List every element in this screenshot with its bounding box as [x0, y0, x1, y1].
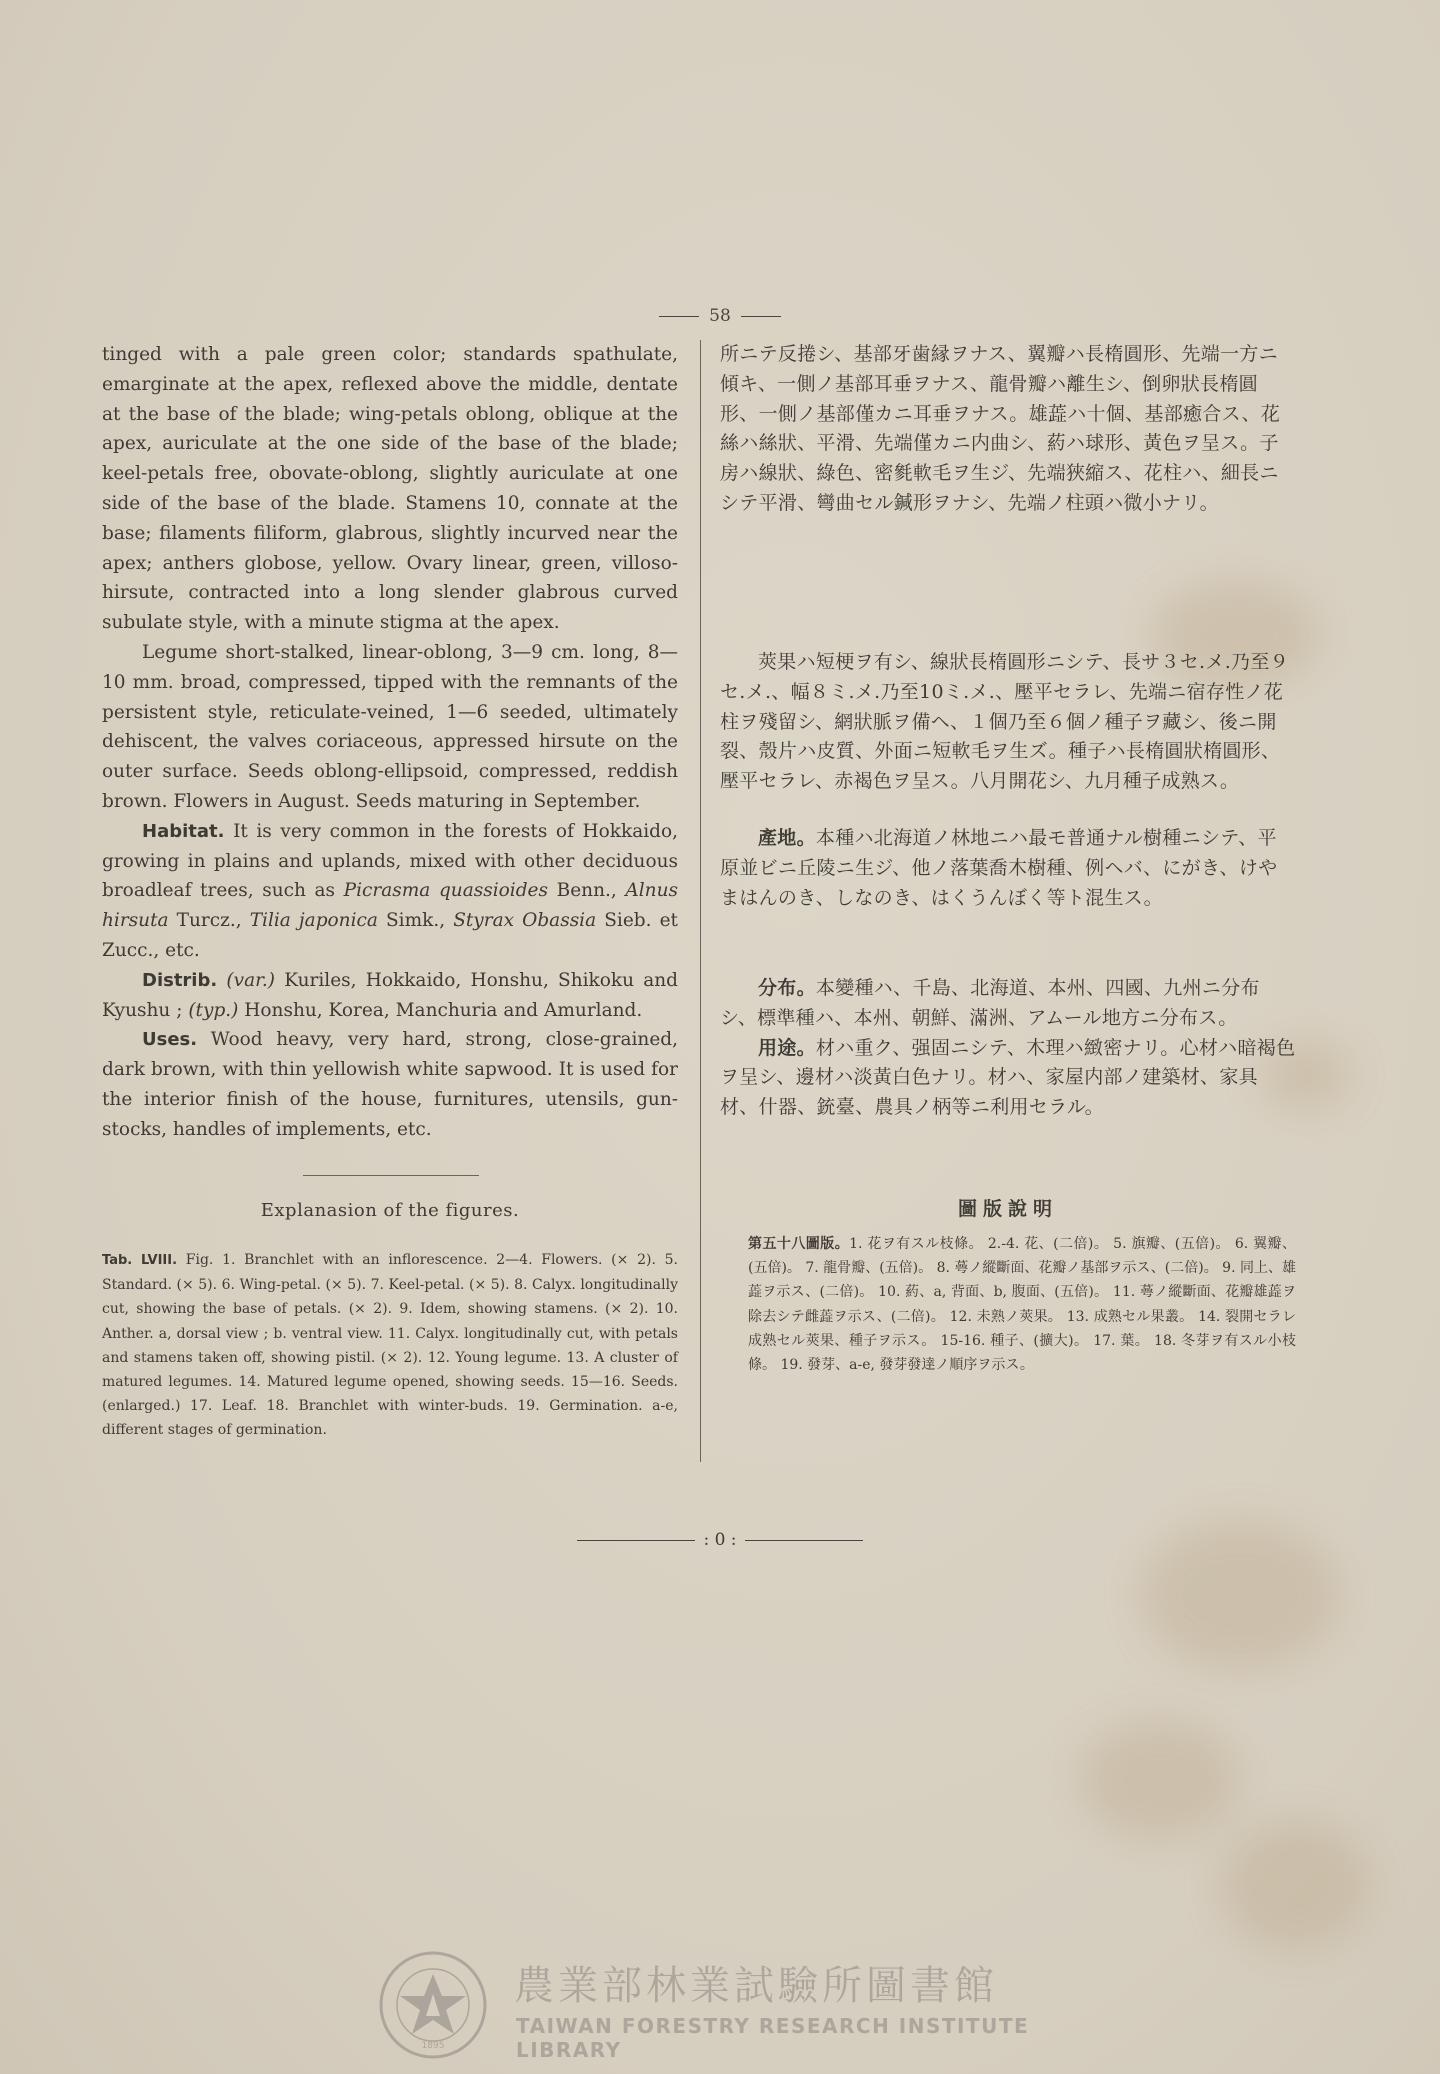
english-distribution: Distrib. (var.) Kuriles, Hokkaido, Honshu, Shikoku and Kyushu ; (typ.) Honshu, Korea, Manchuria and Amurland. [102, 969, 678, 1021]
explanation-title: Explanasion of the figures. [260, 1200, 520, 1221]
plate-label: Tab. LVIII. [102, 1253, 178, 1268]
english-uses: Uses. Wood heavy, very hard, strong, close-grained, dark brown, with thin yellowish white sapwood. It is used for the interior finish of the house, furnitures, utensils, gun-stocks, handles of implements, etc. [102, 1029, 678, 1140]
uses-heading: Uses. [142, 1029, 198, 1051]
habitat-heading-jp: 產地。 [758, 827, 816, 849]
english-habitat: Habitat. It is very common in the forests of Hokkaido, growing in plains and uplands, mixed with other deciduous broadleaf trees, such as Picrasma quassioides Benn., Alnus hirsuta Turcz., Tilia japonica Simk., Styrax Obassia Sieb. et Zucc., etc. [102, 820, 679, 961]
explanation-figures-japanese: 第五十八圖版。1. 花ヲ有スル枝條。 2.-4. 花、(二倍)。 5. 旗瓣、(五倍)。 6. 翼瓣、(五倍)。 7. 龍骨瓣、(五倍)。 8. 蕚ノ縱斷面、花瓣ノ基部ヲ示ス、(二倍)。 9. 同上、雄蕋ヲ示ス、(二倍)。 10. 葯、a, 背面、b, 腹面、(五倍)。 11. 蕚ノ縱斷面、花瓣雄蕋ヲ除去シテ雌蕋ヲ示ス、(二倍)。 12. 未熟ノ莢果。 13. 成熟セル果叢。 14. 裂開セラレ成熟セル莢果、種子ヲ示ス。 15-16. 種子、(擴大)。 17. 葉。 18. 冬芽ヲ有スル小枝條。 19. 發芽、a-e, 發芽發達ノ順序ヲ示ス。 [748, 1236, 1297, 1374]
end-mark: : 0 : [0, 1530, 1440, 1550]
uses-heading-jp: 用途。 [758, 1036, 816, 1059]
english-legume-description: Legume short-stalked, linear-oblong, 3—9 cm. long, 8—10 mm. broad, compressed, tipped with the remnants of the persistent style, reticulate-veined, 1—6 seeded, ultimately dehiscent, the valves coriaceous, appressed hirsute on the outer surface. Seeds oblong-ellipsoid, compressed, reddish brown. Flowers in August. Seeds maturing in September. [102, 641, 678, 812]
explanation-figures-english: Tab. LVIII. Fig. 1. Branchlet with an inflorescence. 2—4. Flowers. (× 2). 5. Standard. (× 5). 6. Wing-petal. (× 5). 7. Keel-petal. (× 5). 8. Calyx. longitudinally cut, showing the base of petals. (× 2). 9. Idem, showing stamens. (× 2). 10. Anther. a, dorsal view ; b. ventral view. 11. Calyx. longitudinally cut, with petals and stamens taken off, showing pistil. (× 2). 12. Young legume. 13. A cluster of matured legumes. 14. Matured legume opened, showing seeds. 15—16. Seeds. (enlarged.) 17. Leaf. 18. Branchlet with winter-buds. 19. Germination. a-e, different stages of germination. [102, 1252, 678, 1439]
paper-stain [1080, 1720, 1240, 1840]
watermark-english-text: TAIWAN FORESTRY RESEARCH INSTITUTE LIBRARY [516, 2014, 1030, 2062]
institute-seal-icon [378, 1950, 488, 2060]
japanese-description-continued: 所ニテ反捲シ、基部牙歯縁ヲナス、翼瓣ハ長楕圓形、先端一方ニ傾キ、一側ノ基部耳垂ヲナス、龍骨瓣ハ離生シ、倒卵狀長楕圓形、一側ノ基部僅カニ耳垂ヲナス。雄蕋ハ十個、基部癒合ス、花絲ハ絲狀、平滑、先端僅カニ内曲シ、葯ハ球形、黃色ヲ呈ス。子房ハ線狀、綠色、密毿軟毛ヲ生ジ、先端狹縮ス、花柱ハ、細長ニシテ平滑、彎曲セル鍼形ヲナシ、先端ノ柱頭ハ微小ナリ。 [720, 343, 1281, 514]
section-rule [303, 1175, 479, 1176]
page-number: 58 [0, 306, 1440, 326]
habitat-heading: Habitat. [142, 820, 225, 842]
explanation-title-jp: 圖版說明 [957, 1198, 1058, 1220]
japanese-distribution: 分布。本變種ハ、千島、北海道、本州、四國、九州ニ分布シ、標準種ハ、本州、朝鮮、滿洲、アムール地方ニ分布ス。 用途。材ハ重ク、强固ニシテ、木理ハ緻密ナリ。心材ハ暗褐色ヲ呈シ、邊材ハ淡黃白色ナリ。材ハ、家屋内部ノ建築材、家具材、什器、銃臺、農具ノ柄等ニ利用セラル。 [720, 977, 1296, 1119]
watermark-chinese-text: 農業部林業試驗所圖書館 [514, 1963, 998, 2009]
distrib-heading: Distrib. [142, 969, 218, 991]
english-description-continued: tinged with a pale green color; standards spathulate, emarginate at the apex, reflexed above the middle, dentate at the base of the blade; wing-petals oblong, oblique at the apex, auriculate at the one side of the base of the blade; keel-petals free, obovate-oblong, slightly auriculate at one side of the base of the blade. Stamens 10, connate at the base; filaments filiform, glabrous, slightly incurved near the apex; anthers globose, yellow. Ovary linear, green, villoso-hirsute, contracted into a long slender glabrous curved subulate style, with a minute stigma at the apex. [102, 344, 678, 634]
paper-stain [1220, 1820, 1370, 1950]
plate-label-jp: 第五十八圖版。 [748, 1236, 850, 1252]
column-divider [700, 340, 701, 1462]
library-watermark [378, 1950, 1078, 2062]
distrib-heading-jp: 分布。 [758, 977, 816, 999]
english-column [102, 340, 678, 1145]
svg-text:1895: 1895 [421, 2041, 445, 2051]
japanese-legume-description: 莢果ハ短梗ヲ有シ、線狀長楕圓形ニシテ、長サ３セ.メ.乃至９セ.メ.、幅８ミ.メ.乃至10ミ.メ.、壓平セラレ、先端ニ宿存性ノ花柱ヲ殘留シ、網狀脈ヲ備ヘ、１個乃至６個ノ種子ヲ藏シ、後ニ開裂、殼片ハ皮質、外面ニ短軟毛ヲ生ズ。種子ハ長楕圓狀楕圓形、壓平セラレ、赤褐色ヲ呈ス。八月開花シ、九月種子成熟ス。 [720, 651, 1289, 793]
japanese-habitat: 產地。本種ハ北海道ノ林地ニハ最モ普通ナル樹種ニシテ、平原並ビニ丘陵ニ生ジ、他ノ落葉喬木樹種、例ヘバ、にがき、けやまはんのき、しなのき、はくうんぼく等ト混生ス。 [720, 827, 1278, 909]
